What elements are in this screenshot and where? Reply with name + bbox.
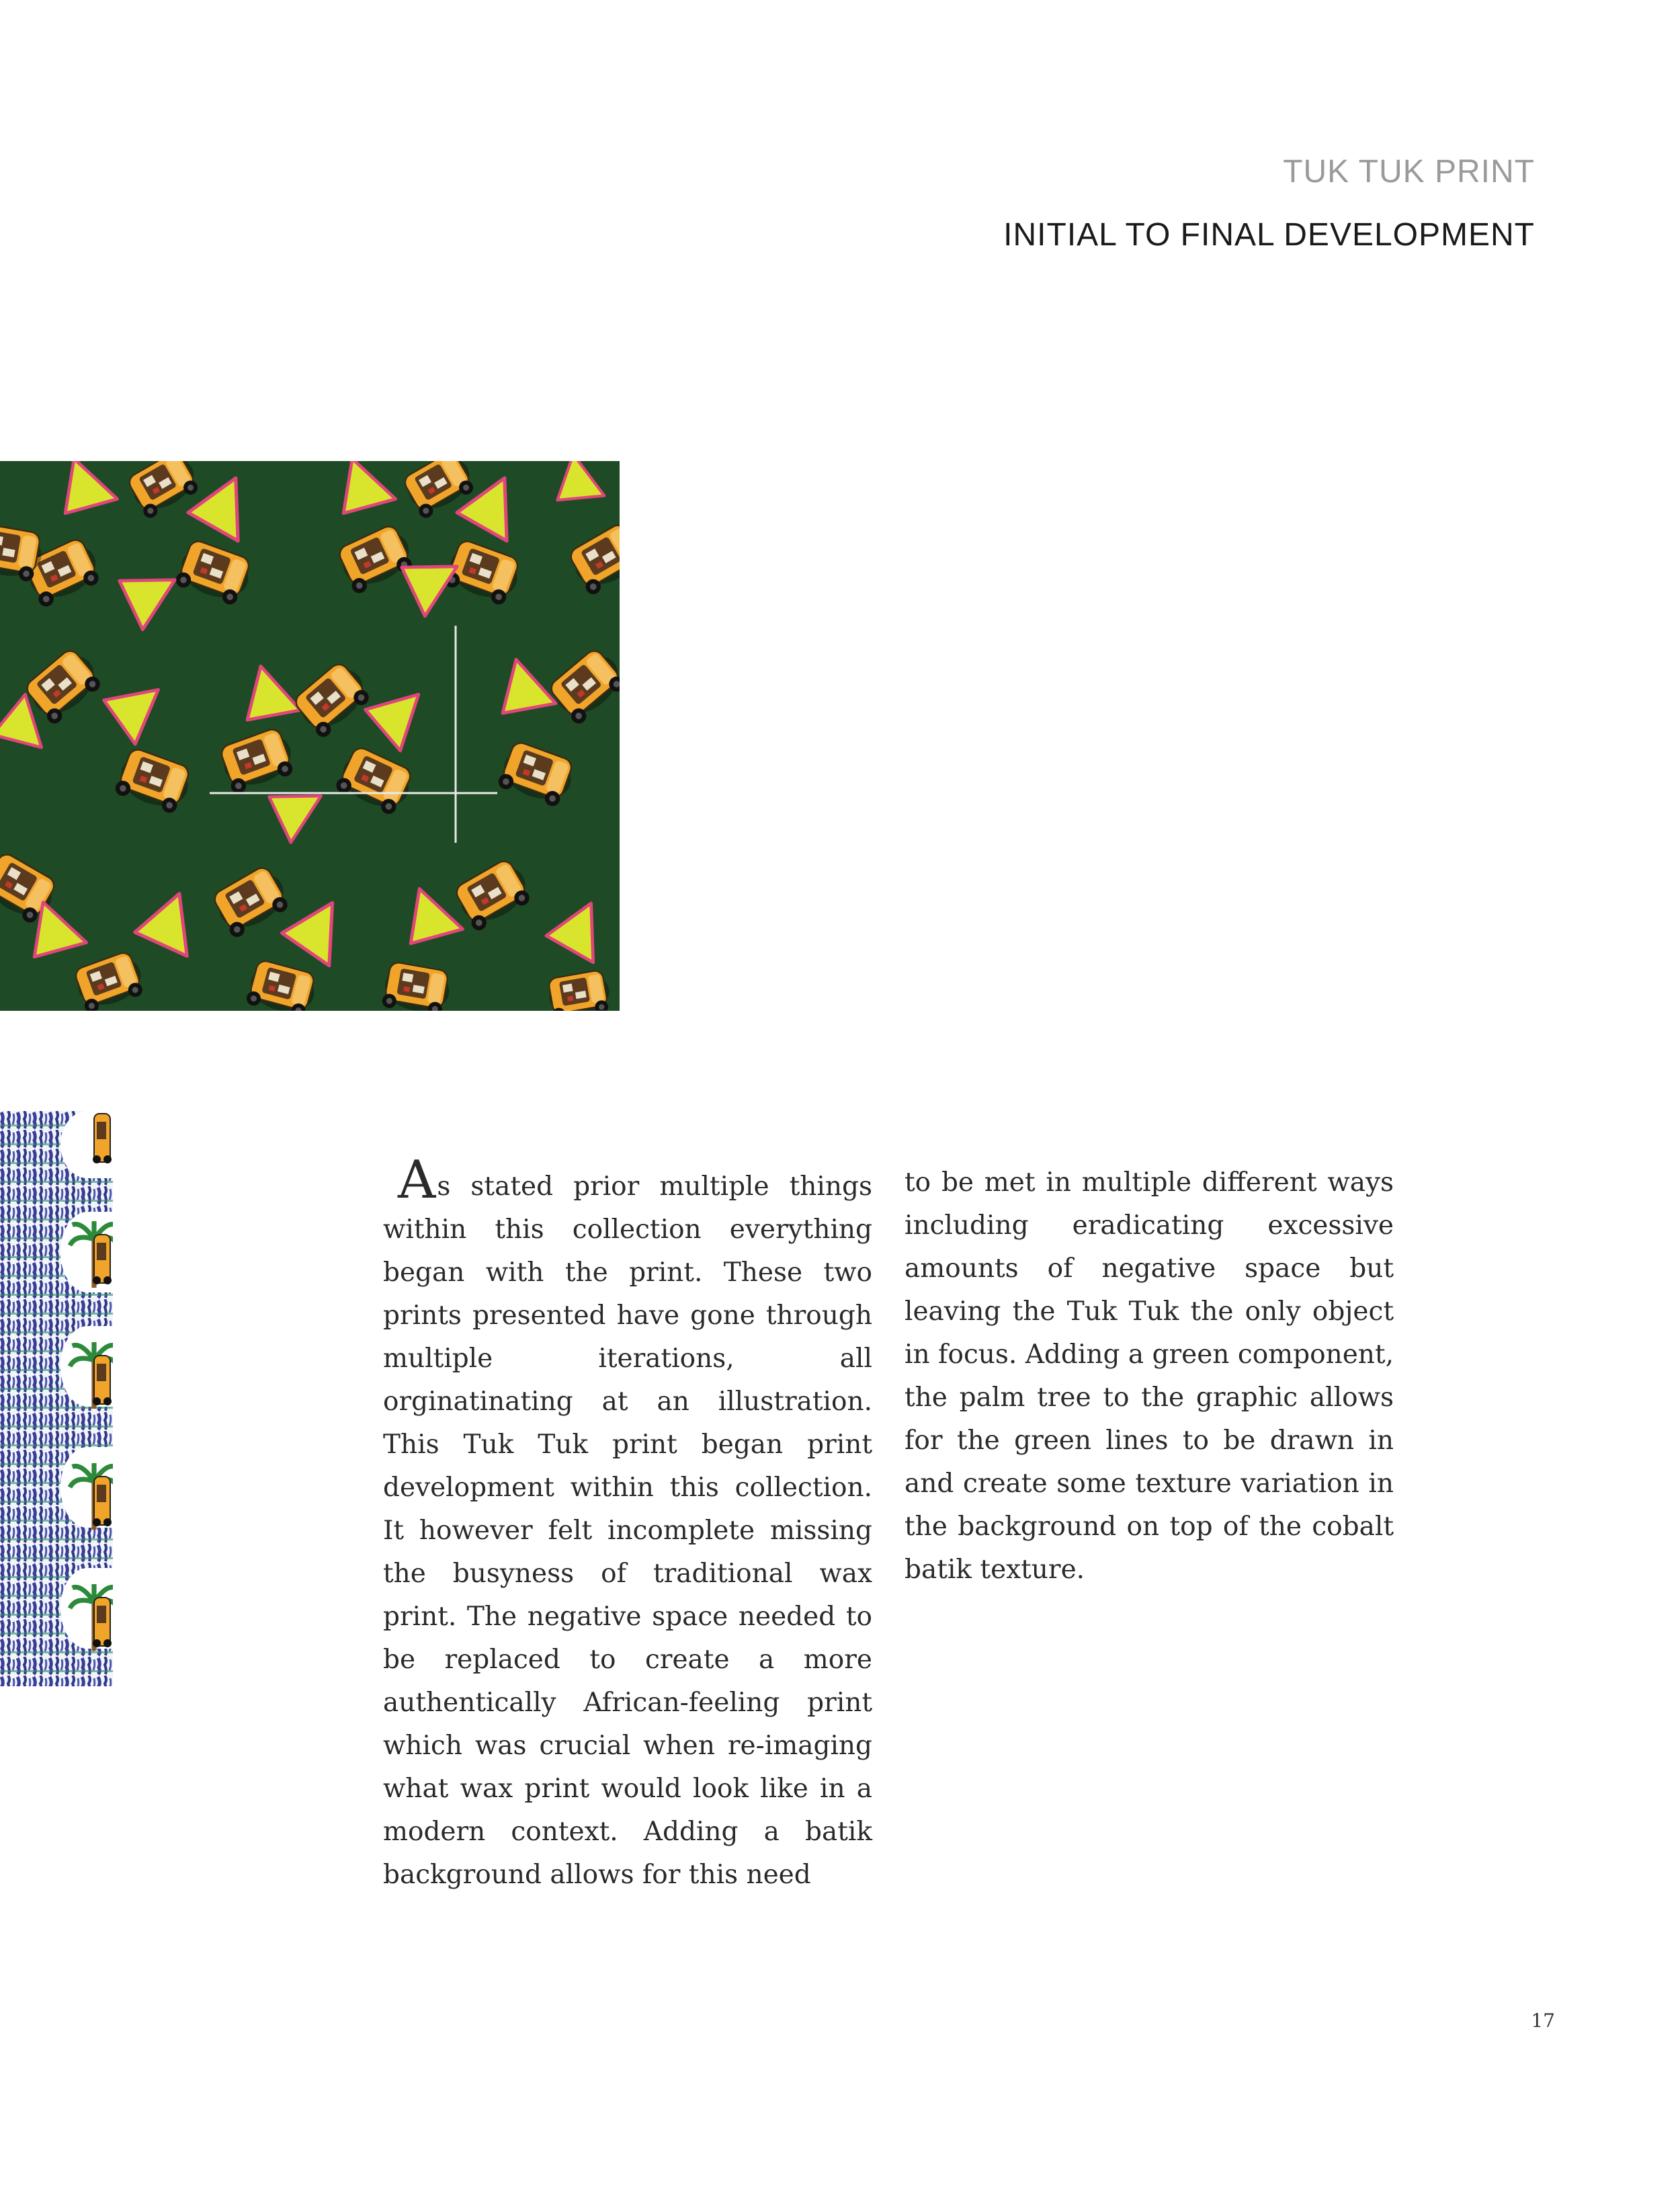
body-text-right-column	[905, 1161, 1394, 1592]
batik-palm-strip-figure	[0, 1111, 113, 1686]
page-title: INITIAL TO FINAL DEVELOPMENT	[1003, 217, 1535, 253]
section-subtitle: TUK TUK PRINT	[1283, 154, 1535, 190]
right-column-text: to be met in multiple different ways including eradicating excessive amounts of negative space but leaving the Tuk Tuk the only object in focus. Adding a green component, the palm tree to the graphic allows for the green lines to be drawn in and create some texture variation in the background on top of the cobalt batik texture.	[905, 1167, 1394, 1585]
page-number: 17	[1531, 2010, 1555, 2032]
tuk-tuk-pattern-figure	[0, 461, 620, 1011]
body-text-left-column	[383, 1150, 872, 1897]
left-column-text: s stated prior multiple things within this collection everything began with the print. These two prints presented have gone through multiple iterations, all orginatinating at an illustration. This Tuk Tuk print began print development within this collection. It however felt incomplete missing the busyness of traditional wax print. The negative space needed to be replaced to create a more authentically African-feeling print which was crucial when re-imaging what wax print would look like in a modern context. Adding a batik background allows for this need	[383, 1171, 872, 1890]
drop-cap: A	[398, 1150, 436, 1210]
